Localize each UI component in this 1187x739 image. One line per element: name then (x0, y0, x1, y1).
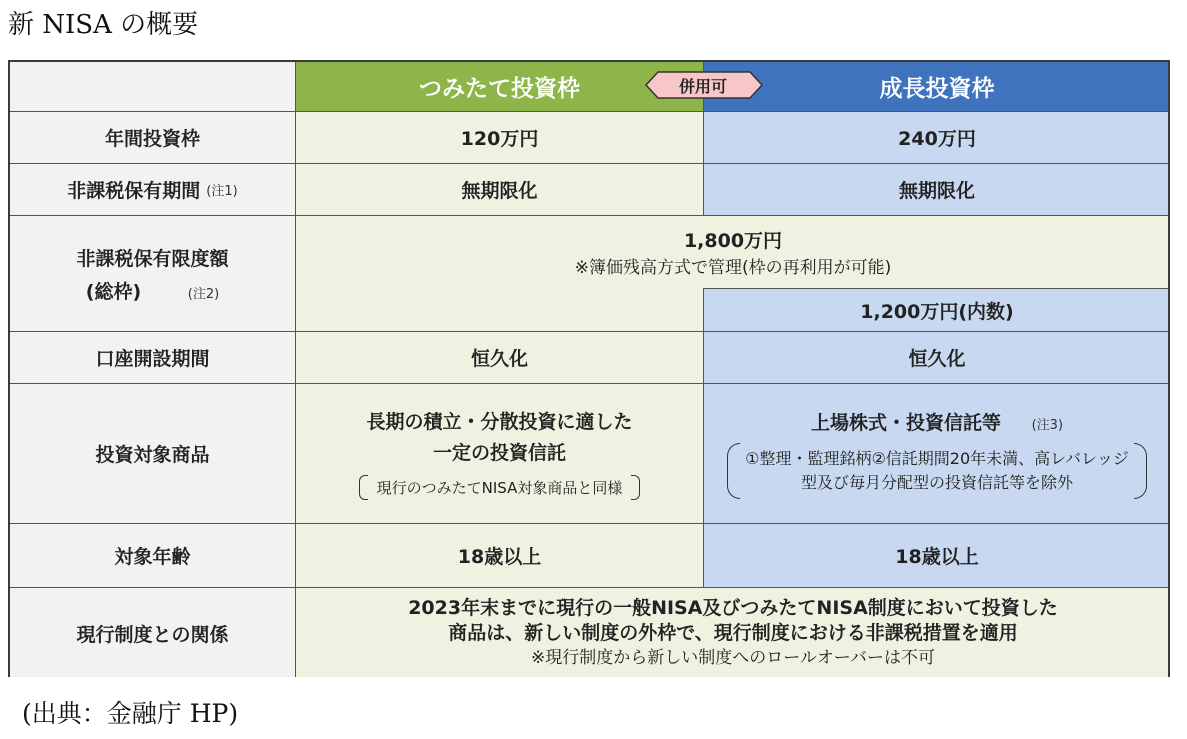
relation-line2: 商品は、新しい制度の外枠で、現行制度における非課税措置を適用 (448, 622, 1018, 644)
relation-cell (296, 588, 1170, 677)
age-seicho-cell (704, 524, 1170, 588)
account-label: 口座開設期間 (95, 348, 210, 370)
nisa-overview-table (8, 60, 1170, 677)
relation-line1: 2023年末までに現行の一般NISA及びつみたてNISA制度において投資した (408, 597, 1058, 619)
products-tsumitate-line2: 一定の投資信託 (432, 442, 566, 464)
limit-total-value: 1,800万円 (683, 230, 783, 252)
annual-tsumitate-value: 120万円 (460, 128, 539, 150)
limit-seicho-cell (704, 288, 1170, 332)
relation-label: 現行制度との関係 (76, 624, 229, 646)
products-seicho-exclusions (727, 443, 1147, 499)
products-tsumitate-note: 現行のつみたてNISA対象商品と同様 (359, 475, 641, 500)
age-label: 対象年齢 (114, 546, 191, 568)
period-tsumitate-value: 無期限化 (461, 180, 538, 202)
age-tsumitate-value: 18歳以上 (457, 546, 542, 568)
products-label: 投資対象商品 (95, 444, 210, 466)
account-tsumitate-cell (296, 332, 704, 384)
products-tsumitate-cell (296, 384, 704, 524)
row-age-label (10, 524, 296, 588)
source-note: (出典：金融庁 HP) (22, 699, 239, 728)
header-seicho (704, 62, 1170, 112)
account-seicho-value: 恒久化 (908, 348, 966, 370)
age-tsumitate-cell (296, 524, 704, 588)
limit-tsumitate-blank (296, 288, 704, 332)
row-limit-label (10, 216, 296, 332)
products-seicho-ex-line2: 型及び毎月分配型の投資信託等を除外 (800, 473, 1073, 492)
limit-note: (注2) (187, 286, 220, 302)
combine-badge-label: 併用可 (678, 76, 727, 96)
age-seicho-value: 18歳以上 (895, 546, 979, 568)
account-seicho-cell (704, 332, 1170, 384)
limit-total-note: ※簿価残高方式で管理(枠の再利用が可能) (574, 258, 892, 278)
products-tsumitate-line1: 長期の積立・分散投資に適した (366, 411, 633, 433)
annual-tsumitate-cell (296, 112, 704, 164)
period-tsumitate-cell (296, 164, 704, 216)
row-account-label (10, 332, 296, 384)
row-relation-label (10, 588, 296, 677)
row-period-label (10, 164, 296, 216)
page-title: 新 NISA の概要 (8, 10, 199, 40)
row-annual-label (10, 112, 296, 164)
header-blank-cell (10, 62, 296, 112)
period-note: (注1) (206, 184, 238, 199)
annual-seicho-cell (704, 112, 1170, 164)
products-seicho-title: 上場株式・投資信託等 (810, 412, 1001, 434)
header-tsumitate-label: つみたて投資枠 (419, 76, 580, 102)
limit-label: 非課税保有限度額 (76, 247, 229, 270)
period-label: 非課税保有期間 (67, 180, 201, 202)
period-seicho-cell (704, 164, 1170, 216)
annual-label: 年間投資枠 (104, 128, 200, 150)
relation-line3: ※現行制度から新しい制度へのロールオーバーは不可 (530, 648, 936, 668)
products-seicho-note: (注3) (1031, 418, 1064, 433)
annual-seicho-value: 240万円 (898, 128, 976, 150)
period-seicho-value: 無期限化 (898, 180, 975, 202)
combine-badge (640, 68, 766, 102)
header-seicho-label: 成長投資枠 (879, 76, 995, 102)
limit-label-sub: (総枠) (85, 280, 142, 303)
row-products-label (10, 384, 296, 524)
products-seicho-ex-line1: ①整理・監理銘柄②信託期間20年未満、高レバレッジ (745, 449, 1129, 468)
limit-total-cell (296, 216, 1170, 288)
limit-seicho-value: 1,200万円(内数) (860, 300, 1014, 323)
products-seicho-cell (704, 384, 1170, 524)
account-tsumitate-value: 恒久化 (470, 348, 528, 370)
